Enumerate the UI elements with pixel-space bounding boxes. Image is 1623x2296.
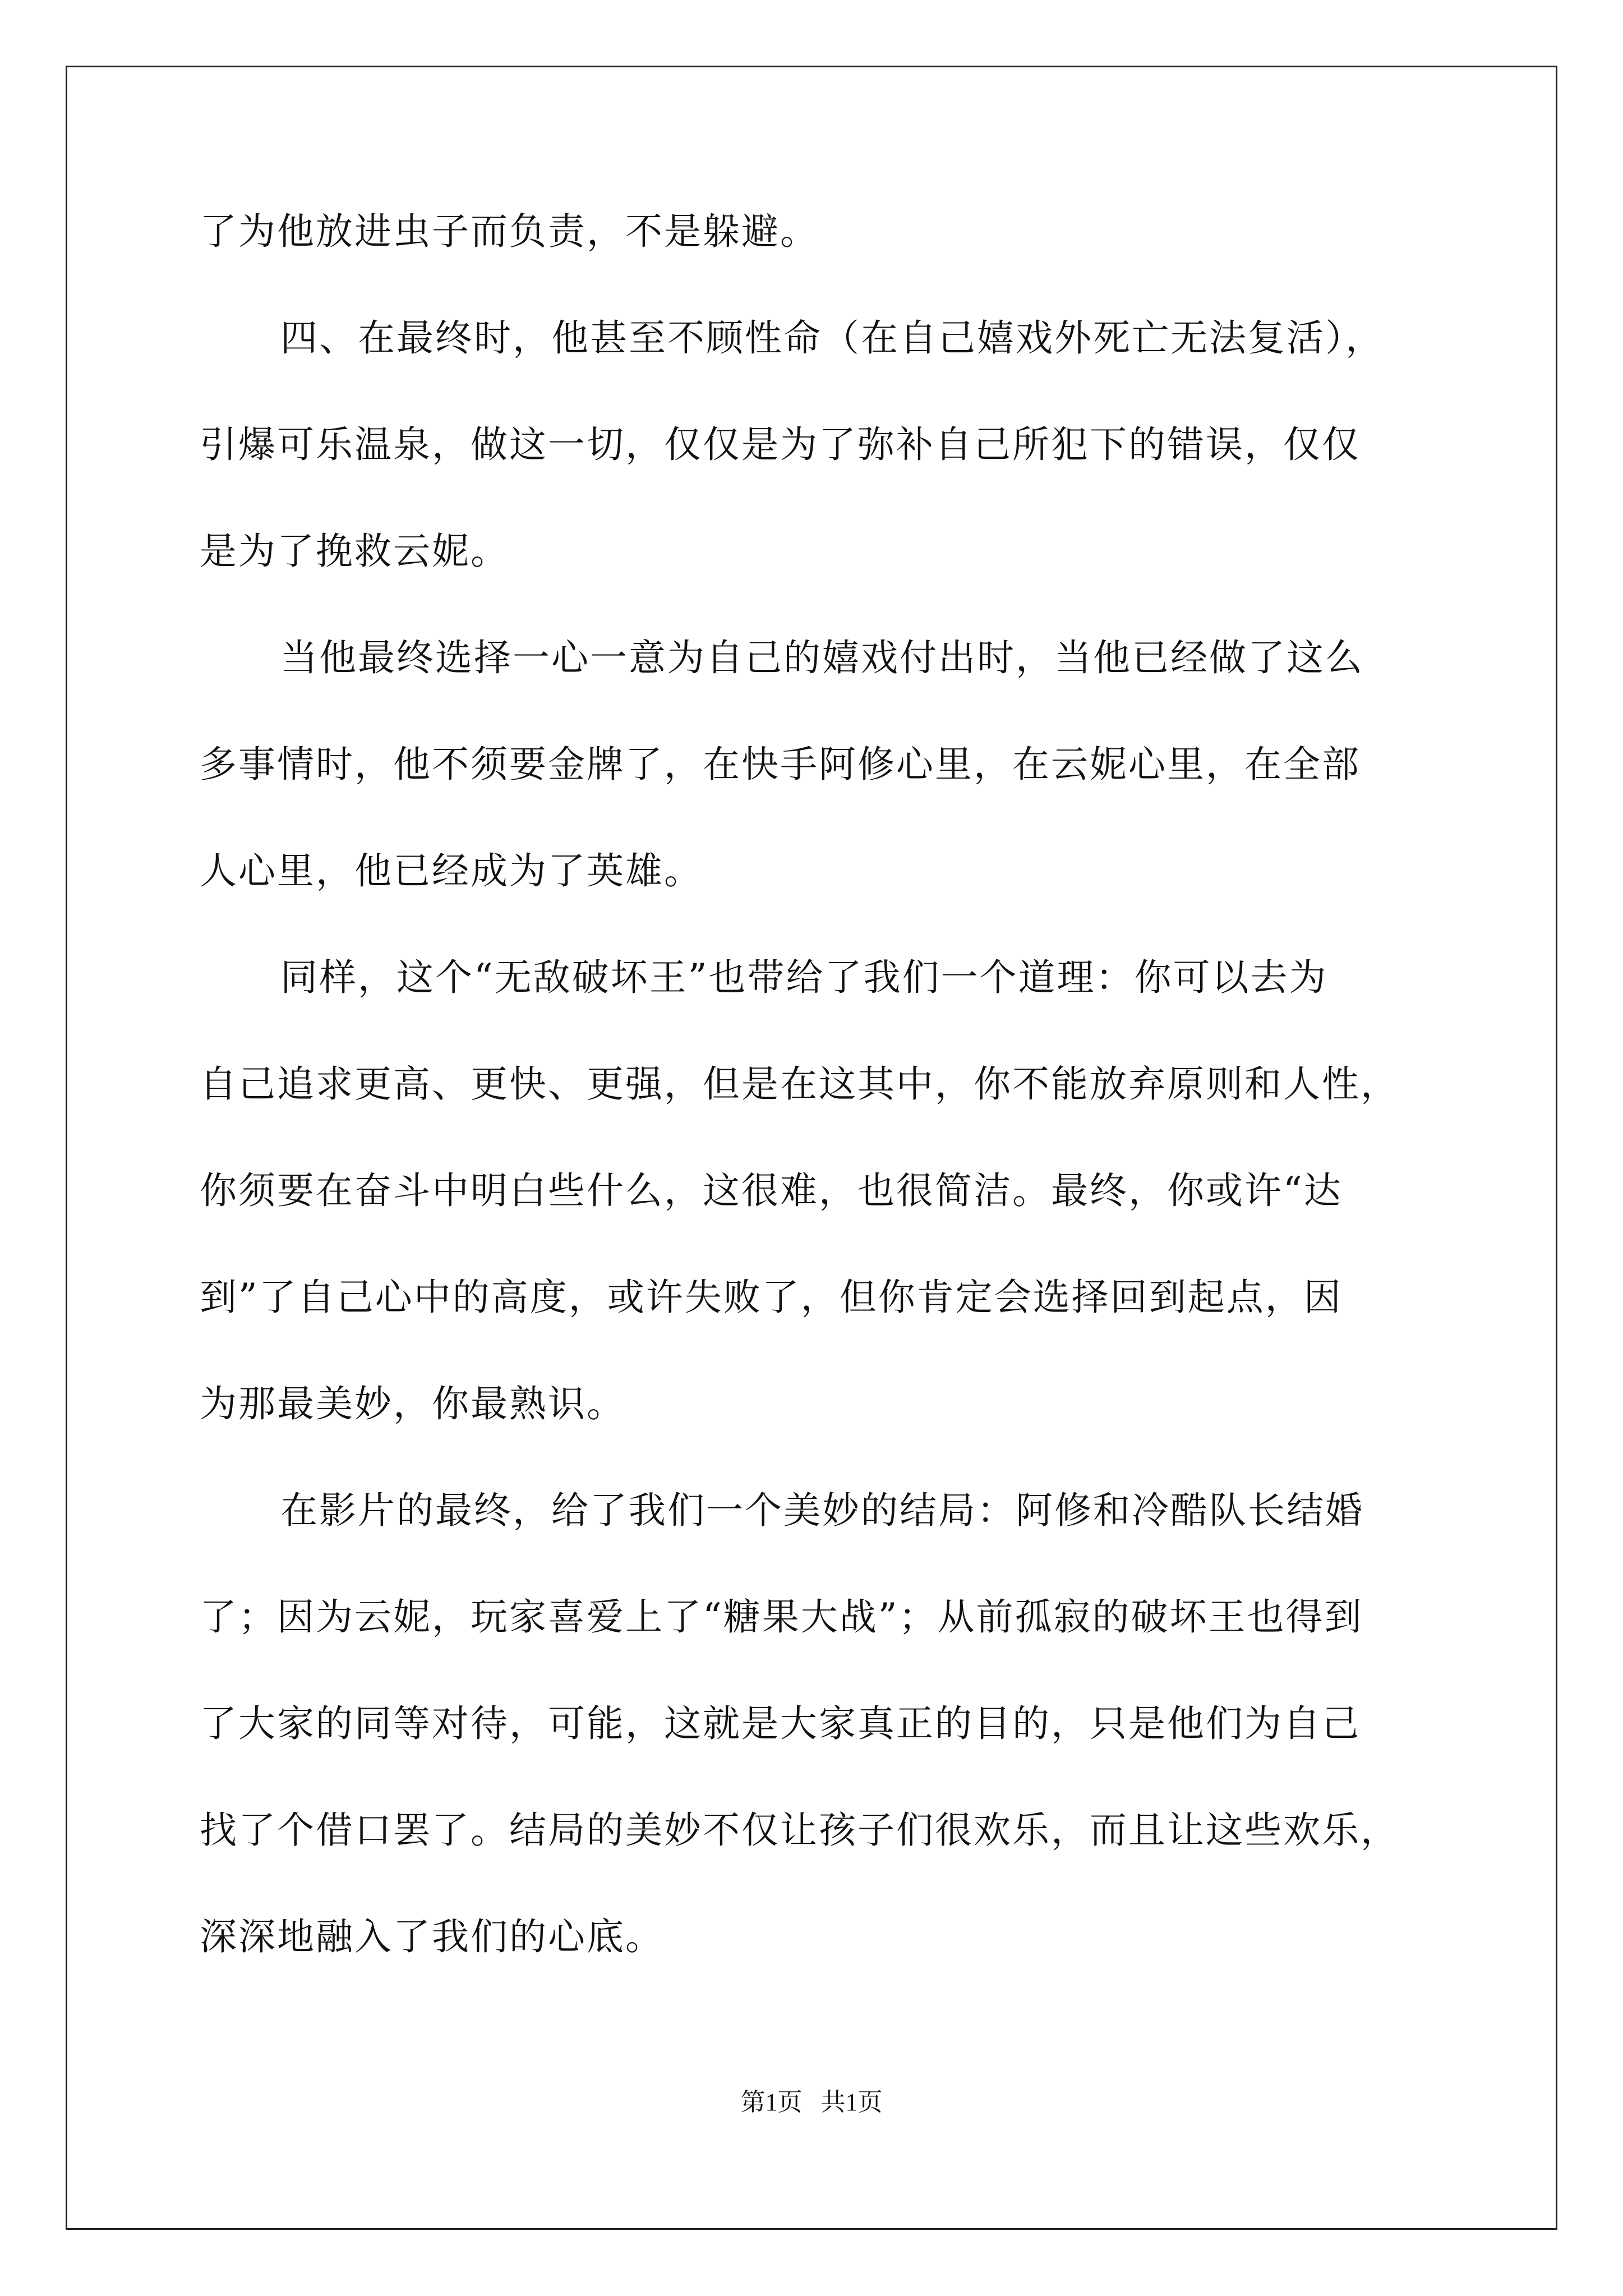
paragraph [200, 311, 1467, 578]
text-line: 人心里，他已经成为了英雄。 [200, 849, 703, 892]
text-line: 了为他放进虫子而负责，不是躲避。 [200, 210, 819, 253]
paragraph [200, 951, 1467, 1431]
text-line: 了大家的同等对待，可能，这就是大家真正的目的，只是他们为自己 [200, 1702, 1361, 1745]
text-line: 为那最美妙，你最熟识。 [200, 1382, 625, 1425]
page-number-footer: 第1页 共1页 [740, 2088, 883, 2116]
text-line: 当他最终选择一心一意为自己的嬉戏付出时，当他已经做了这么 [280, 636, 1364, 679]
paragraph [200, 1484, 1467, 1964]
paragraph [200, 205, 1467, 259]
text-line: 引爆可乐温泉，做这一切，仅仅是为了弥补自己所犯下的错误，仅仅 [200, 423, 1361, 466]
text-line: 到”了自己心中的高度，或许失败了，但你肯定会选择回到起点，因 [200, 1276, 1343, 1319]
paragraph [200, 631, 1467, 898]
text-line: 是为了挽救云妮。 [200, 530, 509, 573]
text-line: 找了个借口罢了。结局的美妙不仅让孩子们很欢乐，而且让这些欢乐， [200, 1809, 1399, 1852]
text-line: 同样，这个“无敌破坏王”也带给了我们一个道理：你可以去为 [280, 956, 1328, 999]
document-body [200, 205, 1467, 1964]
text-line: 深深地融入了我们的心底。 [200, 1915, 664, 1958]
text-line: 多事情时，他不须要金牌了，在快手阿修心里，在云妮心里，在全部 [200, 743, 1361, 786]
text-line: 自己追求更高、更快、更强，但是在这其中，你不能放弃原则和人性， [200, 1062, 1399, 1106]
text-line: 在影片的最终，给了我们一个美妙的结局：阿修和冷酷队长结婚 [280, 1489, 1364, 1532]
text-line: 四、在最终时，他甚至不顾性命（在自己嬉戏外死亡无法复活）， [280, 316, 1384, 360]
text-line: 了；因为云妮，玩家喜爱上了“糖果大战”；从前孤寂的破坏王也得到 [200, 1595, 1363, 1639]
text-line: 你须要在奋斗中明白些什么，这很难，也很简洁。最终，你或许“达 [200, 1169, 1343, 1212]
